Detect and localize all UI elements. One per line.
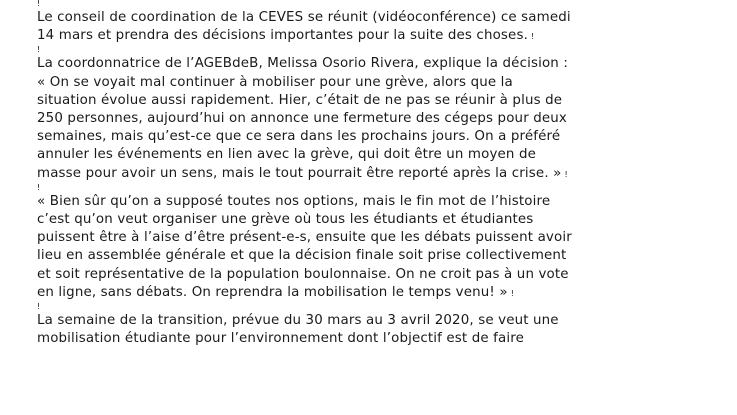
text-line: en ligne, sans débats. On reprendra la mobilisation le temps venu! » ! bbox=[37, 284, 515, 300]
paragraph-4 bbox=[37, 312, 727, 348]
text-line: situation évolue aussi rapidement. Hier, c’était de ne pas se réunir à plus de bbox=[37, 92, 563, 108]
text-line: mobilisation étudiante pour l’environnement dont l’objectif est de faire bbox=[37, 331, 525, 347]
text-line: Le conseil de coordination de la CEVES se réunit (vidéoconférence) ce samedi bbox=[37, 10, 571, 25]
paragraph-marker: ! bbox=[37, 302, 41, 312]
paragraph-marker: ! bbox=[37, 45, 41, 55]
text-line: et soit représentative de la population boulonnaise. On ne croit pas à un vote bbox=[37, 266, 569, 282]
text-line: annuler les événements en lien avec la grève, qui doit être un moyen de bbox=[37, 147, 536, 163]
paragraph-marker: ! bbox=[37, 0, 41, 8]
text-line: La coordonnatrice de l’AGEBdeB, Melissa Osorio Rivera, explique la décision : bbox=[37, 56, 568, 72]
text-line: lieu en assemblée générale et que la décision finale soit prise collectivement bbox=[37, 248, 567, 264]
article-body bbox=[37, 0, 727, 348]
paragraph-marker: ! bbox=[564, 169, 568, 179]
paragraph-marker: ! bbox=[37, 182, 41, 192]
text-line: masse pour avoir un sens, mais le tout pourrait être reporté après la crise. » ! bbox=[37, 165, 568, 181]
text-line: « On se voyait mal continuer à mobiliser pour une grève, alors que la bbox=[37, 74, 513, 90]
text-line: « Bien sûr qu’on a supposé toutes nos options, mais le fin mot de l’histoire bbox=[37, 193, 551, 209]
text-line: c’est qu’on veut organiser une grève où tous les étudiants et étudiantes bbox=[37, 212, 534, 228]
paragraph-2 bbox=[37, 55, 727, 183]
text-line: puissent être à l’aise d’être présent-e-s, ensuite que les débats puissent avoir bbox=[37, 230, 572, 246]
paragraph-marker: ! bbox=[510, 288, 515, 298]
text-line: La semaine de la transition, prévue du 30 mars au 3 avril 2020, se veut une bbox=[37, 313, 559, 329]
text-line: semaines, mais qu’est-ce que ce sera dans les prochains jours. On a préféré bbox=[37, 129, 561, 145]
paragraph-3 bbox=[37, 193, 727, 303]
text-line: 250 personnes, aujourd’hui on annonce une fermeture des cégeps pour deux bbox=[37, 111, 567, 127]
paragraph-1 bbox=[37, 9, 727, 46]
paragraph-marker: ! bbox=[530, 32, 535, 42]
text-line: 14 mars et prendra des décisions importantes pour la suite des choses. ! bbox=[37, 28, 535, 44]
